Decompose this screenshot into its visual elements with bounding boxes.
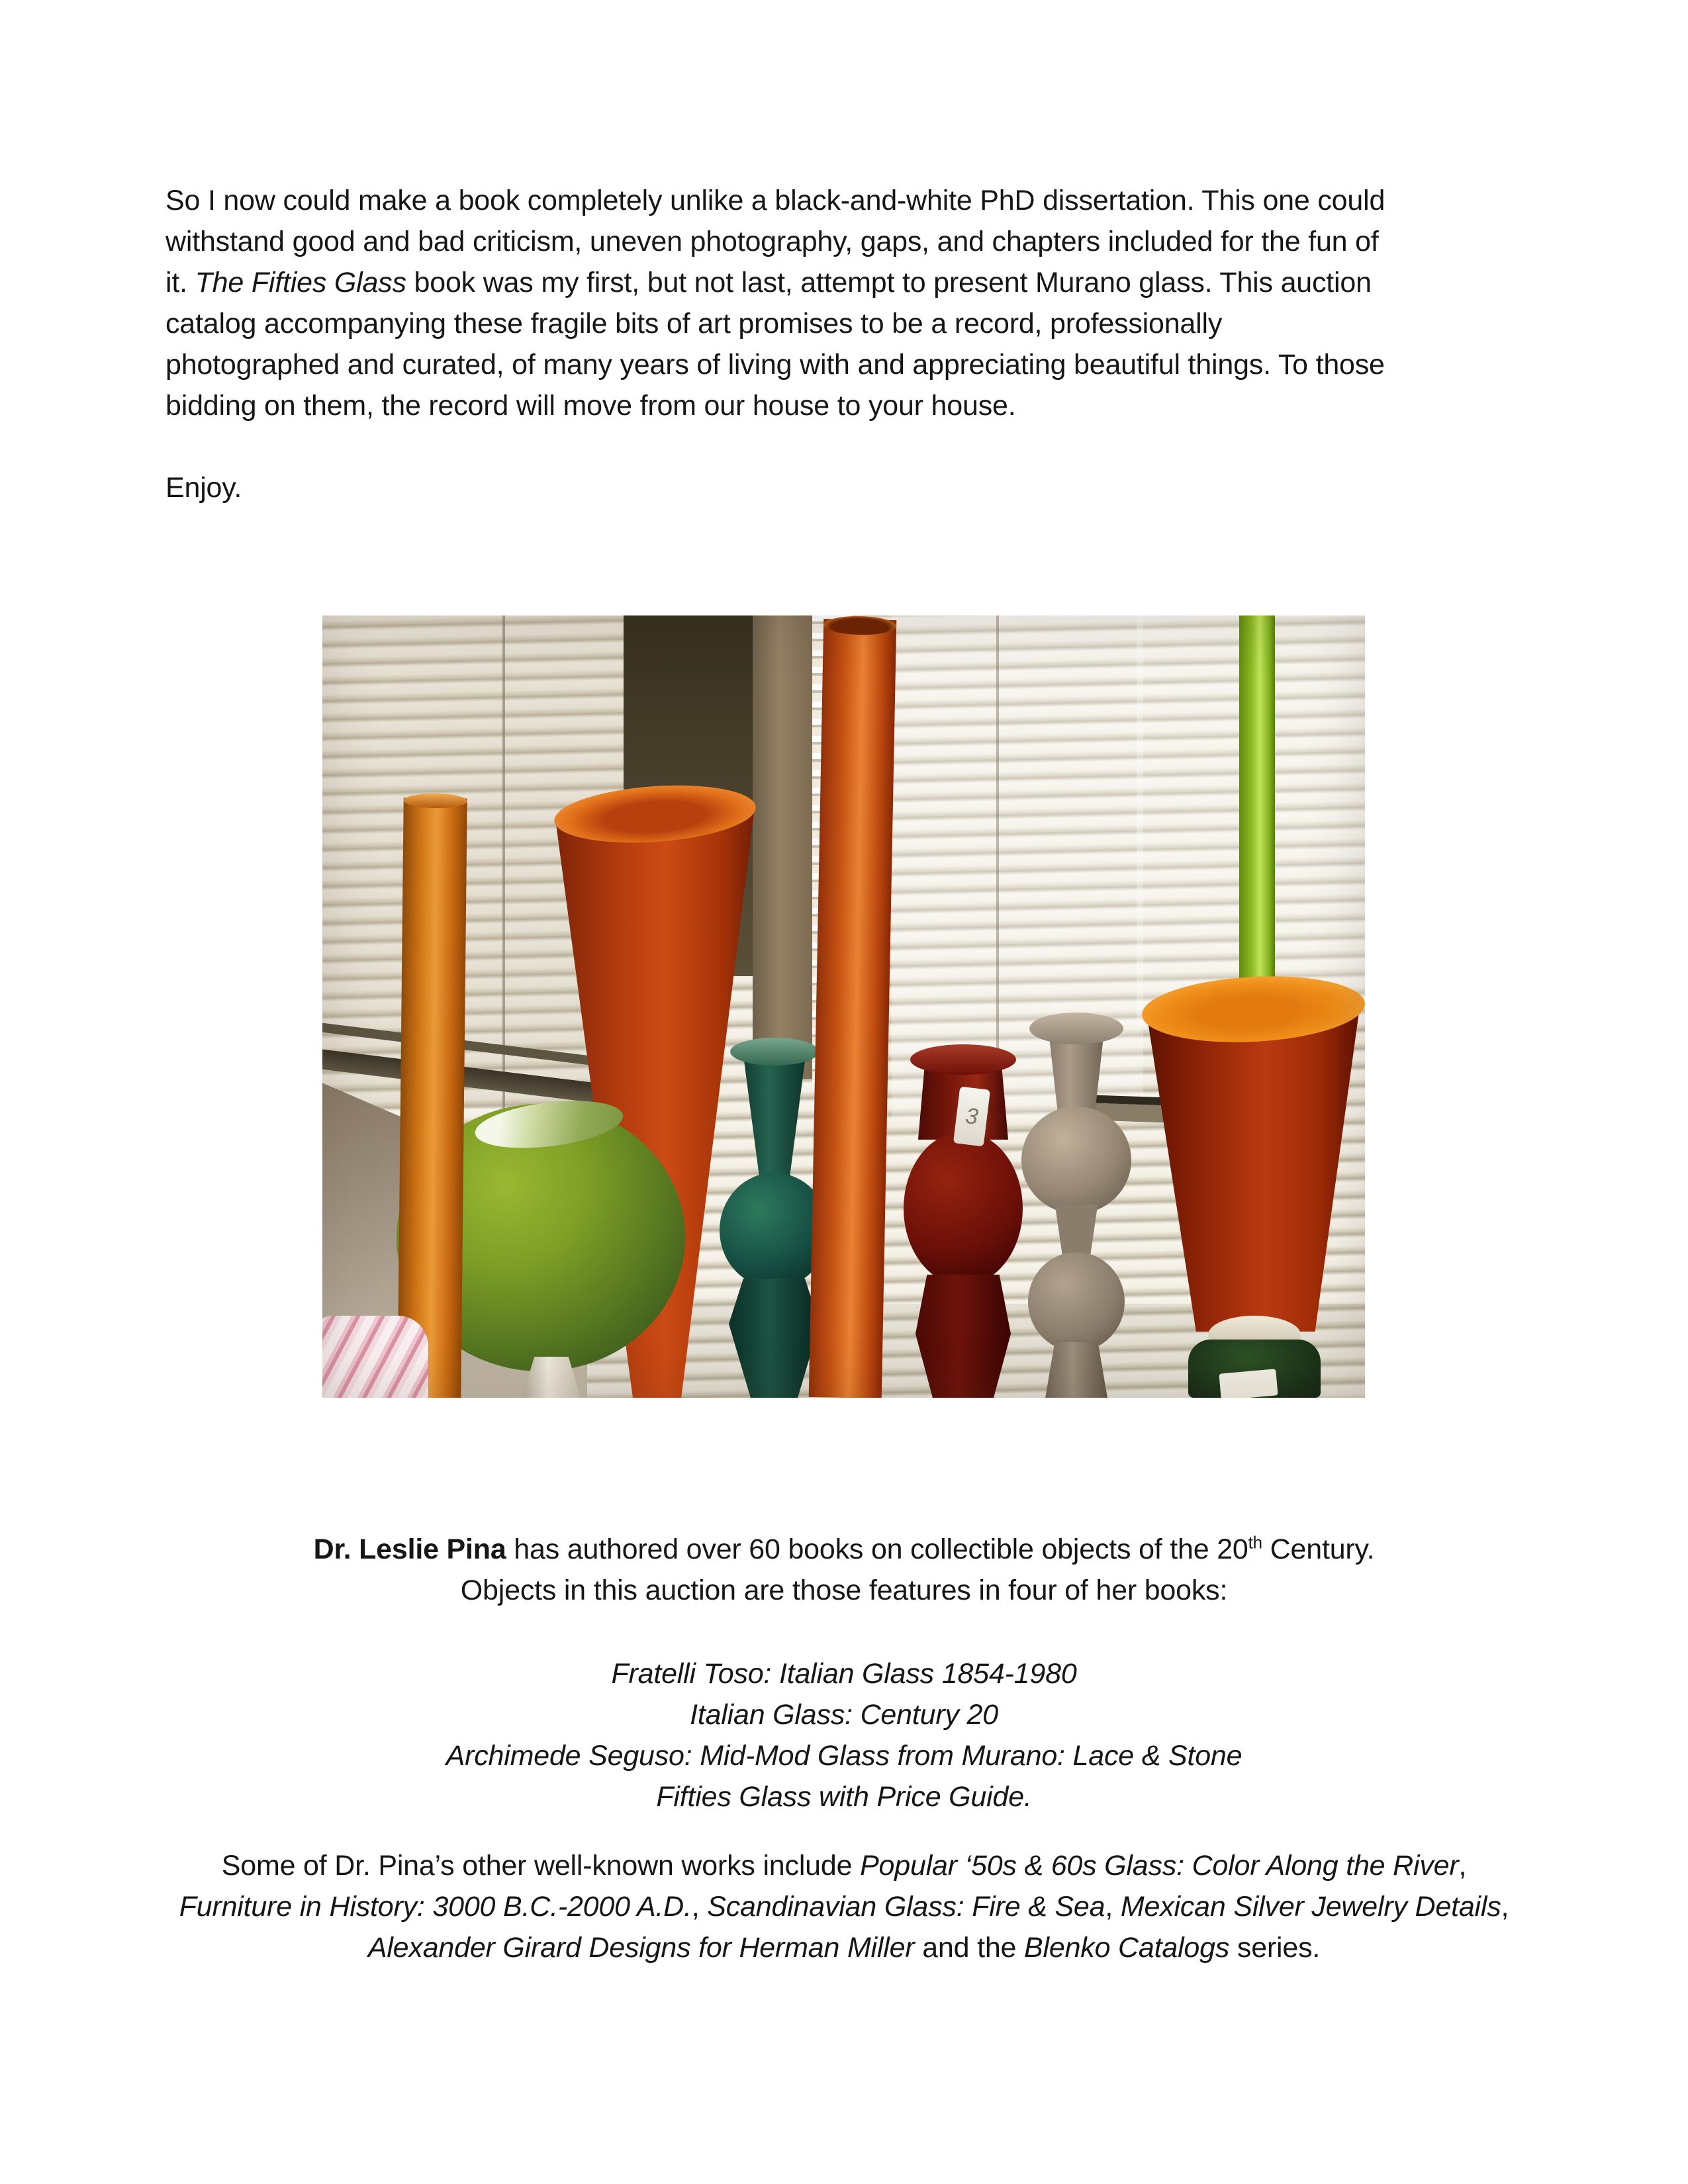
- intro-text: bidding on them, the record will move from our house to your house.: [165, 390, 1016, 422]
- works-text: series.: [1229, 1932, 1321, 1964]
- intro-italic-book-title: The Fifties Glass: [195, 267, 406, 298]
- intro-text: it.: [165, 267, 195, 298]
- works-title: Blenko Catalogs: [1024, 1932, 1230, 1964]
- intro-line-6: [165, 385, 1015, 426]
- works-title: Alexander Girard Designs for Herman Miller: [367, 1932, 915, 1964]
- intro-text: photographed and curated, of many years of living with and appreciating beautiful things. To those: [165, 349, 1385, 381]
- intro-line-1: [165, 180, 1385, 221]
- ordinal-superscript: th: [1248, 1532, 1262, 1553]
- works-text: and the: [914, 1932, 1025, 1964]
- price-tag-number: 3: [964, 1103, 980, 1130]
- works-title: Scandinavian Glass: Fire & Sea: [707, 1891, 1105, 1923]
- author-bio-text: Century.: [1262, 1533, 1375, 1565]
- works-title: Mexican Silver Jewelry Details: [1120, 1891, 1501, 1923]
- works-text: Some of Dr. Pina’s other well-known works include: [221, 1850, 861, 1882]
- intro-text: book was my first, but not last, attempt to present Murano glass. This auction: [406, 267, 1372, 298]
- intro-text: withstand good and bad criticism, uneven photography, gaps, and chapters included for the fun of: [165, 226, 1379, 257]
- author-bio-text: has authored over 60 books on collectible objects of the 20: [506, 1533, 1248, 1565]
- works-line-1: [0, 1845, 1688, 1886]
- works-text: ,: [691, 1891, 708, 1923]
- glass-vases-photo: [322, 615, 1365, 1398]
- works-text: ,: [1501, 1891, 1509, 1923]
- intro-text: catalog accompanying these fragile bits of art promises to be a record, professionally: [165, 308, 1223, 340]
- auction-note-line: Objects in this auction are those features in four of her books:: [460, 1574, 1228, 1606]
- works-line-2: [0, 1886, 1688, 1927]
- author-name: Dr. Leslie Pina: [313, 1533, 506, 1565]
- intro-line-5: [165, 344, 1385, 385]
- author-bio-line: [0, 1529, 1688, 1570]
- book-title-2: Italian Glass: Century 20: [690, 1699, 998, 1731]
- enjoy-line: Enjoy.: [165, 472, 242, 504]
- works-text: ,: [1105, 1891, 1121, 1923]
- book-title-4: Fifties Glass with Price Guide.: [656, 1781, 1032, 1813]
- intro-line-4: [165, 303, 1222, 344]
- intro-line-3: [165, 262, 1372, 303]
- works-title: Popular ‘50s & 60s Glass: Color Along the River: [860, 1850, 1459, 1882]
- book-title-1: Fratelli Toso: Italian Glass 1854-1980: [611, 1658, 1077, 1690]
- book-title-3: Archimede Seguso: Mid-Mod Glass from Murano: Lace & Stone: [445, 1740, 1243, 1772]
- photo-vignette: [322, 615, 1365, 1398]
- intro-line-2: [165, 221, 1379, 262]
- works-title: Furniture in History: 3000 B.C.-2000 A.D.: [179, 1891, 692, 1923]
- intro-text: So I now could make a book completely unlike a black-and-white PhD dissertation. This one could: [165, 185, 1385, 216]
- works-text: ,: [1458, 1850, 1467, 1882]
- works-line-3: [0, 1927, 1688, 1968]
